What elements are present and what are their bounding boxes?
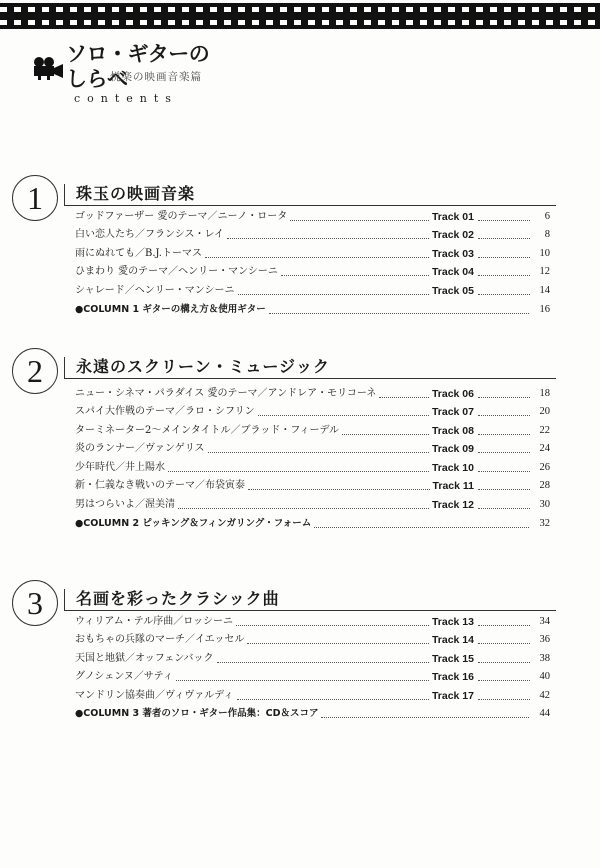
song-title: 炎のランナー／ヴァンゲリス: [75, 443, 205, 454]
toc-entry[interactable]: [75, 496, 550, 512]
track-number: Track 03: [431, 248, 474, 260]
dot-leader: [478, 293, 530, 295]
movie-camera-icon: [30, 56, 64, 80]
section-number-3: 3: [12, 580, 58, 626]
page-number: 28: [539, 480, 550, 491]
column-title: ●COLUMN 1 ギターの構え方＆使用ギター: [75, 304, 266, 315]
song-title: ウィリアム・テル序曲／ロッシーニ: [75, 616, 233, 627]
column-entry[interactable]: [75, 705, 550, 721]
page-number: 22: [539, 425, 550, 436]
track-number: Track 11: [432, 480, 474, 492]
dot-leader: [314, 526, 529, 528]
dot-leader: [236, 624, 429, 626]
section-number-2: 2: [12, 348, 58, 394]
dot-leader: [205, 256, 429, 258]
book-title-line-1: ソロ・ギターの: [66, 42, 210, 66]
dot-leader: [290, 219, 429, 221]
dot-leader: [208, 451, 429, 453]
toc-entry[interactable]: [75, 650, 550, 666]
column-entry[interactable]: [75, 515, 550, 531]
section-divider: [64, 205, 556, 206]
page-number: 42: [539, 690, 550, 701]
dot-leader: [478, 507, 530, 509]
song-title: スパイ大作戦のテーマ／ラロ・シフリン: [75, 406, 255, 417]
dot-leader: [247, 642, 429, 644]
section-divider-vertical: [64, 184, 65, 206]
section-number-1: 1: [12, 175, 58, 221]
toc-entry[interactable]: [75, 687, 550, 703]
toc-entry[interactable]: [75, 631, 550, 647]
dot-leader: [321, 716, 529, 718]
song-title: 男はつらいよ／渥美清: [75, 499, 175, 510]
dot-leader: [478, 256, 530, 258]
toc-entry[interactable]: [75, 263, 550, 279]
track-number: Track 06: [431, 388, 474, 400]
track-number: Track 04: [431, 266, 474, 278]
section-title-1: 珠玉の映画音楽: [76, 184, 196, 203]
column-entry[interactable]: [75, 301, 550, 317]
page-number: 24: [539, 443, 550, 454]
dot-leader: [258, 414, 429, 416]
toc-entry[interactable]: [75, 282, 550, 298]
song-title: 新・仁義なき戦いのテーマ／布袋寅泰: [75, 480, 245, 491]
contents-label: contents: [74, 92, 178, 105]
page-number: 12: [539, 266, 550, 277]
song-title: シャレード／ヘンリー・マンシーニ: [75, 285, 235, 296]
column-title: ●COLUMN 3 著者のソロ・ギター作品集：CD＆スコア: [75, 708, 319, 719]
song-title: ひまわり 愛のテーマ／ヘンリー・マンシーニ: [75, 266, 278, 277]
dot-leader: [379, 396, 429, 398]
page-number: 26: [539, 462, 550, 473]
track-number: Track 16: [431, 671, 474, 683]
dot-leader: [178, 507, 429, 509]
dot-leader: [478, 624, 530, 626]
page-number: 20: [539, 406, 550, 417]
toc-entry[interactable]: [75, 385, 550, 401]
track-number: Track 10: [431, 462, 474, 474]
book-subtitle: 悦楽の映画音楽篇: [110, 71, 202, 83]
toc-entry[interactable]: [75, 422, 550, 438]
track-number: Track 07: [431, 406, 474, 418]
song-title: 雨にぬれても／B.J.トーマス: [75, 248, 202, 259]
toc-entry[interactable]: [75, 440, 550, 456]
dot-leader: [478, 488, 530, 490]
page-number: 6: [544, 211, 550, 222]
dot-leader: [238, 293, 429, 295]
dot-leader: [478, 661, 530, 663]
page-number: 16: [539, 304, 550, 315]
section-divider-vertical: [64, 357, 65, 379]
toc-entry[interactable]: [75, 208, 550, 224]
film-strip-border: [0, 3, 600, 29]
page-number: 36: [539, 634, 550, 645]
section-title-2: 永遠のスクリーン・ミュージック: [76, 357, 331, 376]
page-number: 10: [539, 248, 550, 259]
song-title: おもちゃの兵隊のマーチ／イエッセル: [75, 634, 245, 645]
page-number: 34: [539, 616, 550, 627]
song-title: マンドリン協奏曲／ヴィヴァルディ: [75, 690, 234, 701]
dot-leader: [478, 451, 530, 453]
toc-entry[interactable]: [75, 403, 550, 419]
track-number: Track 08: [431, 425, 474, 437]
page-number: 14: [539, 285, 550, 296]
track-number: Track 05: [431, 285, 474, 297]
dot-leader: [478, 698, 530, 700]
dot-leader: [478, 433, 530, 435]
page-number: 32: [539, 518, 550, 529]
track-number: Track 01: [431, 211, 474, 223]
toc-entry[interactable]: [75, 477, 550, 493]
dot-leader: [478, 679, 530, 681]
film-perforations-bottom: [0, 20, 600, 25]
song-title: グノシェンヌ／サティ: [75, 671, 173, 682]
film-perforations-top: [0, 7, 600, 12]
song-title: ターミネーター2～メインタイトル／ブラッド・フィーデル: [75, 425, 340, 436]
song-title: ゴッドファーザー 愛のテーマ／ニーノ・ロータ: [75, 211, 288, 222]
track-number: Track 09: [431, 443, 474, 455]
toc-entry[interactable]: [75, 245, 550, 261]
book-title: [66, 42, 209, 92]
track-number: Track 02: [431, 229, 474, 241]
dot-leader: [237, 698, 429, 700]
page-number: 38: [539, 653, 550, 664]
dot-leader: [478, 219, 530, 221]
page-number: 8: [544, 229, 550, 240]
song-title: 白い恋人たち／フランシス・レイ: [75, 229, 224, 240]
track-number: Track 14: [431, 634, 474, 646]
song-title: ニュー・シネマ・パラダイス 愛のテーマ／アンドレア・モリコーネ: [75, 388, 377, 399]
track-number: Track 13: [431, 616, 474, 628]
track-number: Track 17: [431, 690, 474, 702]
dot-leader: [281, 274, 429, 276]
song-title: 少年時代／井上陽水: [75, 462, 165, 473]
dot-leader: [478, 396, 530, 398]
page-number: 40: [539, 671, 550, 682]
dot-leader: [478, 274, 530, 276]
column-title: ●COLUMN 2 ピッキング＆フィンガリング・フォーム: [75, 518, 312, 529]
dot-leader: [478, 414, 530, 416]
book-title-line-2: しらべ: [66, 67, 128, 91]
section-divider-vertical: [64, 589, 65, 611]
dot-leader: [227, 237, 429, 239]
dot-leader: [478, 470, 530, 472]
dot-leader: [168, 470, 429, 472]
song-title: 天国と地獄／オッフェンバック: [75, 653, 214, 664]
dot-leader: [248, 488, 430, 490]
section-title-3: 名画を彩ったクラシック曲: [76, 589, 280, 608]
section-divider: [64, 610, 556, 611]
dot-leader: [269, 312, 529, 314]
dot-leader: [478, 642, 530, 644]
dot-leader: [478, 237, 530, 239]
page-number: 18: [539, 388, 550, 399]
toc-entry[interactable]: [75, 226, 550, 242]
toc-entry[interactable]: [75, 668, 550, 684]
dot-leader: [342, 433, 429, 435]
track-number: Track 12: [431, 499, 474, 511]
dot-leader: [217, 661, 429, 663]
section-divider: [64, 378, 556, 379]
toc-entry[interactable]: [75, 613, 550, 629]
track-number: Track 15: [431, 653, 474, 665]
page-number: 30: [539, 499, 550, 510]
dot-leader: [176, 679, 429, 681]
page-number: 44: [539, 708, 550, 719]
toc-entry[interactable]: [75, 459, 550, 475]
